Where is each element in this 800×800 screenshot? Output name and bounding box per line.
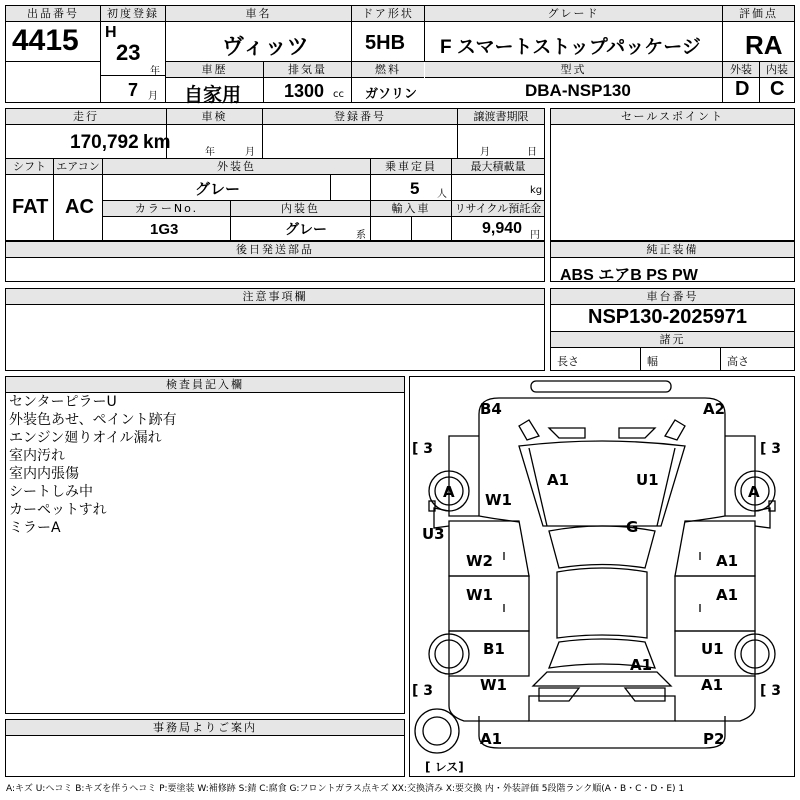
spec-length: 長さ [557,355,579,368]
shift-label: シフト [6,159,53,175]
note-line: 室内内張傷 [9,466,79,482]
recycle-unit: 円 [530,230,540,241]
int-color-suffix: 系 [356,230,366,241]
label-a1-rdoor: A1 [716,552,739,570]
chassis-label: 車台番号 [551,289,794,305]
label-u1-rear: U1 [701,640,724,658]
label-w1-low: W1 [480,676,507,694]
label-b1: B1 [483,640,505,658]
first-reg-month: 7 [128,80,139,100]
inspection-year-unit: 年 [205,147,215,158]
equipment-label: 純正装備 [551,242,794,258]
grade: F スマートストップパッケージ [440,37,701,58]
displacement-unit: cc [333,89,344,100]
capacity: 5 [410,179,420,198]
door-label: ドア形状 [352,6,424,22]
note-line: センターピラーU [9,394,117,410]
reg-no-label: 登録番号 [263,109,457,125]
chassis-number: NSP130-2025971 [588,306,748,328]
color-no-label: カラーNo. [103,201,230,217]
max-load-label: 最大積載量 [452,159,544,175]
label-p2: P2 [703,730,725,748]
first-reg-era: H [105,24,117,41]
mileage-label: 走行 [6,109,166,125]
label-a1-low: A1 [701,676,724,694]
sales-point-box [550,108,795,241]
door-type: 5HB [365,32,406,54]
score-label: 評価点 [723,6,794,22]
max-load-unit: kg [530,185,543,196]
history-label: 車歴 [166,62,263,78]
label-tire-tr: [ 3 [760,441,782,457]
label-u1-hood: U1 [636,471,659,489]
note-line: 室内汚れ [9,448,65,464]
interior-label: 内装 [760,62,794,78]
legend: A:キズ U:ヘコミ B:キズを伴うヘコミ P:要塗装 W:補修跡 S:錆 C:腐食 G:フロントガラス点キズ XX:交換済み X:要交換 内・外装評価 5段階ランク順(A・B・C・D・E) 1 [6,784,685,794]
lot-number: 4415 [12,24,79,57]
transfer-month-unit: 月 [480,147,490,158]
model-label: 型式 [425,62,722,78]
spec-height: 高さ [727,355,749,368]
label-w1-upper: W1 [485,491,512,509]
displacement-label: 排気量 [264,62,351,78]
grade-label: グレード [425,6,722,22]
note-line: シートしみ中 [9,484,93,500]
label-front-tire-r: A [748,483,760,501]
first-reg-year: 23 [116,40,141,65]
ac-label: エアコン [54,159,102,175]
transfer-label: 譲渡書期限 [458,109,544,125]
label-g: G [626,518,639,536]
mileage-unit: km [143,132,171,153]
label-w2: W2 [466,552,493,570]
fuel-label: 燃料 [352,62,424,78]
first-reg-month-unit: 月 [148,91,158,102]
label-u3: U3 [422,525,445,543]
label-front-tire-l: A [443,483,455,501]
int-color: グレー [285,222,327,238]
color-no: 1G3 [150,221,179,238]
label-tire-bl: [ 3 [412,683,434,699]
inspector-label: 検査員記入欄 [6,377,404,393]
history: 自家用 [184,85,242,106]
label-spare-tire: [ レス] [425,760,464,774]
first-reg-label: 初度登録 [101,6,165,22]
ext-color-label: 外装色 [103,159,370,175]
lot-label: 出品番号 [6,6,100,22]
label-tire-br: [ 3 [760,683,782,699]
label-a1-bottom: A1 [480,730,503,748]
label-a1-roof: A1 [630,656,653,674]
recycle-label: リサイクル預託金 [452,201,544,217]
import-label: 輸入車 [371,201,451,217]
later-parts-label: 後日発送部品 [6,242,544,258]
car-diagram [409,376,795,777]
note-line: ミラーA [9,520,61,536]
fuel: ガソリン [365,87,418,102]
note-line: 外装色あせ、ペイント跡有 [9,412,177,428]
label-w1-mid: W1 [466,586,493,604]
car-name: ヴィッツ [222,34,309,59]
mileage: 170,792 [70,132,139,153]
label-a1-rdoor2: A1 [716,586,739,604]
equipment: ABS エアB PS PW [560,267,698,284]
interior-grade: C [770,78,785,100]
capacity-label: 乗車定員 [371,159,451,175]
shift: FAT [12,196,49,218]
exterior-grade: D [735,78,750,100]
label-a1-hood: A1 [547,471,570,489]
capacity-unit: 人 [437,189,447,200]
spec-width: 幅 [647,355,658,368]
caution-label: 注意事項欄 [6,289,544,305]
recycle: 9,940 [482,220,523,237]
score: RA [745,30,783,60]
inspector-notes [9,393,177,537]
note-line: カーペットすれ [9,502,107,518]
specs-label: 諸元 [551,332,794,348]
int-color-label: 内装色 [231,201,370,217]
first-reg-year-unit: 年 [150,66,160,77]
office-label: 事務局よりご案内 [6,720,404,736]
label-a2: A2 [703,400,726,418]
car-name-label: 車名 [166,6,351,22]
model: DBA-NSP130 [525,81,631,100]
displacement: 1300 [284,81,325,101]
sales-point-label: セールスポイント [551,109,794,125]
label-tire-tl: [ 3 [412,441,434,457]
exterior-label: 外装 [723,62,759,78]
inspection-month-unit: 月 [245,147,255,158]
label-b4: B4 [480,400,502,418]
ext-color: グレー [195,180,241,198]
ac: AC [65,196,94,218]
inspection-label: 車検 [167,109,262,125]
transfer-day-unit: 日 [527,147,537,158]
note-line: エンジン廻りオイル漏れ [9,430,162,446]
